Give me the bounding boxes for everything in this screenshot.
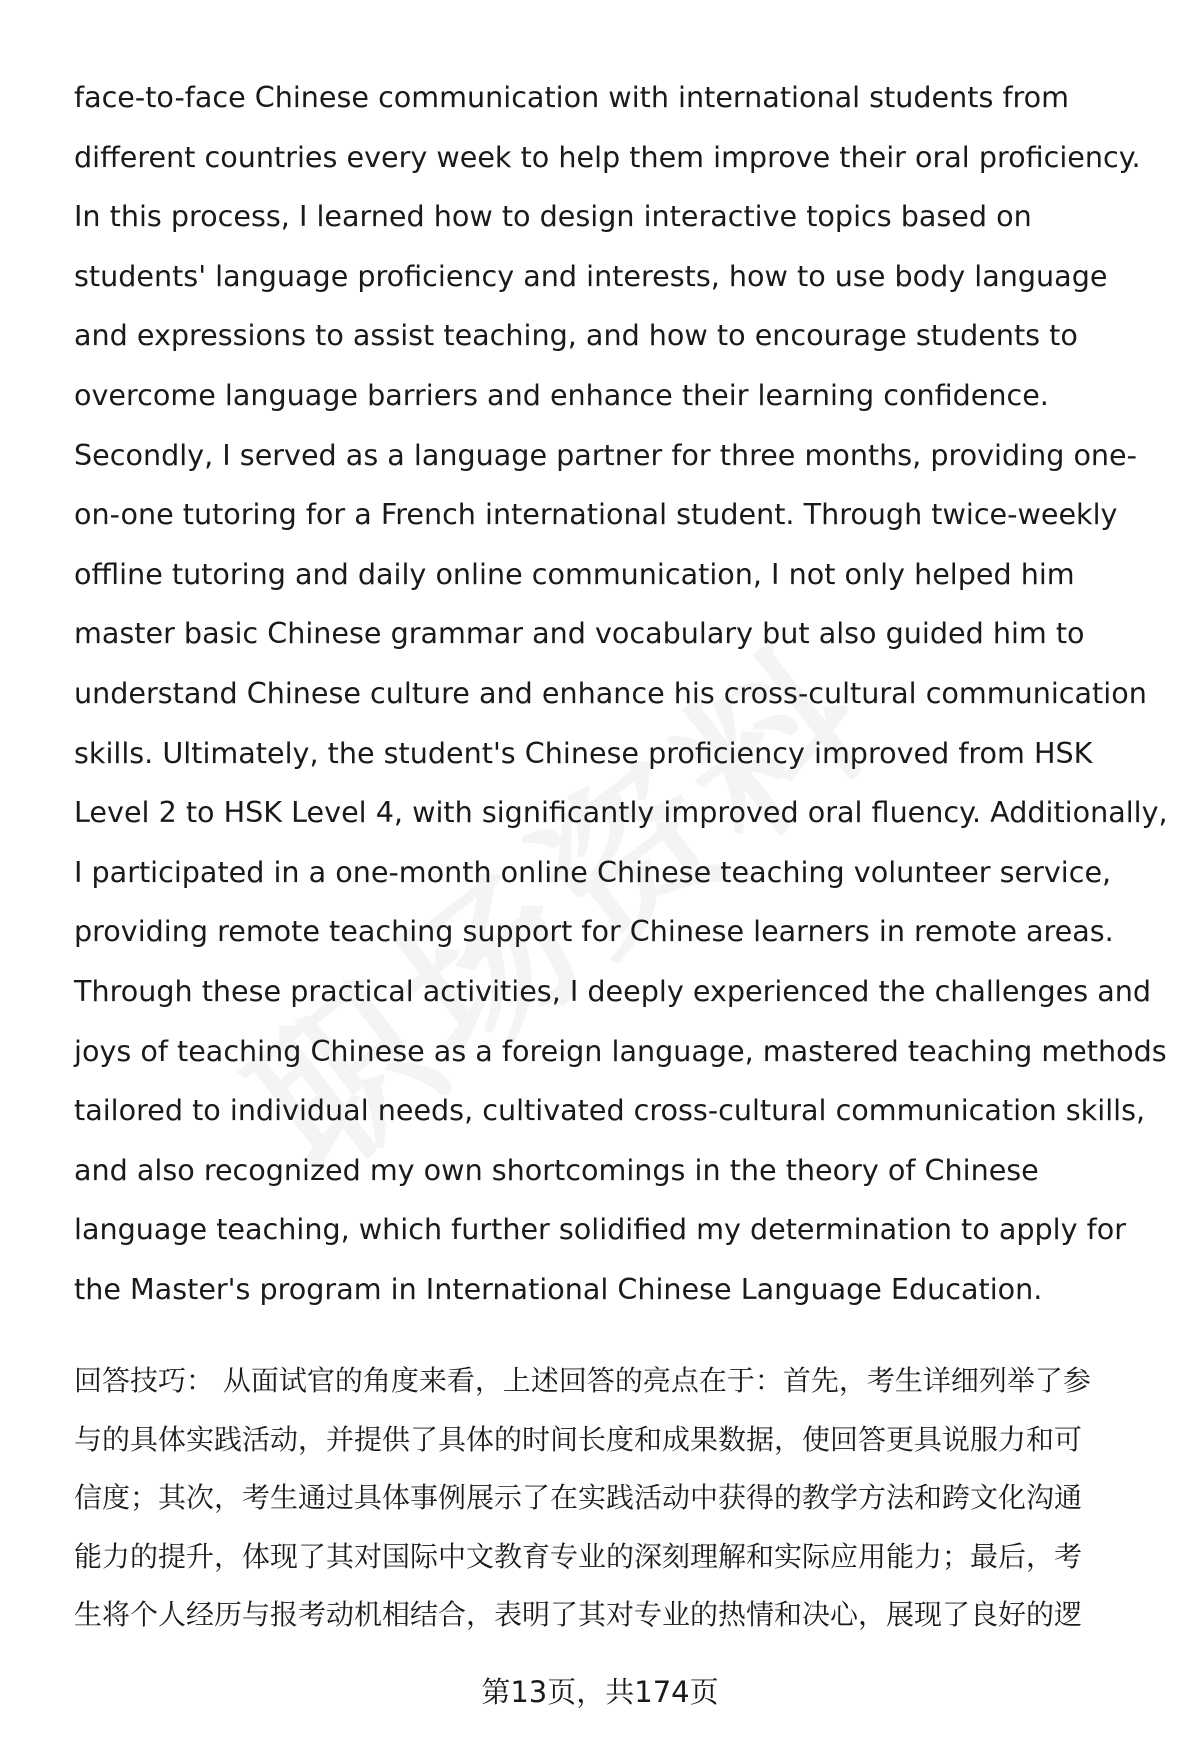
text-line: tailored to individual needs, cultivated cross-cultural communication skills, bbox=[74, 1093, 1146, 1128]
text-line: In this process, I learned how to design interactive topics based on bbox=[74, 199, 1032, 234]
text-line: 回答技巧： 从面试官的角度来看，上述回答的亮点在于：首先，考生详细列举了参 bbox=[74, 1364, 1091, 1397]
answer-tips-paragraph bbox=[74, 1352, 1154, 1645]
text-line: offline tutoring and daily online communication, I not only helped him bbox=[74, 556, 1075, 591]
text-line: Secondly, I served as a language partner for three months, providing one- bbox=[74, 437, 1137, 472]
text-line: 信度；其次，考生通过具体事例展示了在实践活动中获得的教学方法和跨文化沟通 bbox=[74, 1481, 1083, 1514]
answer-paragraph bbox=[74, 68, 1174, 1319]
page-number: 第13页，共174页 bbox=[481, 1675, 719, 1709]
text-line: 生将个人经历与报考动机相结合，表明了其对专业的热情和决心，展现了良好的逻 bbox=[74, 1598, 1083, 1631]
text-line: skills. Ultimately, the student's Chinese proficiency improved from HSK bbox=[74, 735, 1093, 770]
text-line: Through these practical activities, I deeply experienced the challenges and bbox=[74, 973, 1152, 1008]
text-line: overcome language barriers and enhance their learning confidence. bbox=[74, 377, 1049, 412]
text-line: and also recognized my own shortcomings in the theory of Chinese bbox=[74, 1152, 1039, 1187]
text-line: different countries every week to help them improve their oral proficiency. bbox=[74, 139, 1141, 174]
text-line: joys of teaching Chinese as a foreign language, mastered teaching methods bbox=[74, 1033, 1167, 1068]
text-line: students' language proficiency and interests, how to use body language bbox=[74, 258, 1108, 293]
text-line: providing remote teaching support for Chinese learners in remote areas. bbox=[74, 914, 1114, 949]
text-line: the Master's program in International Chinese Language Education. bbox=[74, 1271, 1043, 1306]
text-line: language teaching, which further solidified my determination to apply for bbox=[74, 1212, 1126, 1247]
text-line: 与的具体实践活动，并提供了具体的时间长度和成果数据，使回答更具说服力和可 bbox=[74, 1422, 1083, 1456]
text-line: understand Chinese culture and enhance his cross-cultural communication bbox=[74, 675, 1147, 710]
text-line: I participated in a one-month online Chinese teaching volunteer service, bbox=[74, 854, 1112, 889]
text-line: 能力的提升，体现了其对国际中文教育专业的深刻理解和实际应用能力；最后，考 bbox=[74, 1539, 1083, 1573]
text-line: Level 2 to HSK Level 4, with significantly improved oral fluency. Additionally, bbox=[74, 795, 1168, 830]
text-line: and expressions to assist teaching, and how to encourage students to bbox=[74, 318, 1078, 353]
text-line: master basic Chinese grammar and vocabulary but also guided him to bbox=[74, 616, 1085, 651]
text-line: on-one tutoring for a French international student. Through twice-weekly bbox=[74, 497, 1118, 532]
text-line: face-to-face Chinese communication with international students from bbox=[74, 80, 1069, 114]
